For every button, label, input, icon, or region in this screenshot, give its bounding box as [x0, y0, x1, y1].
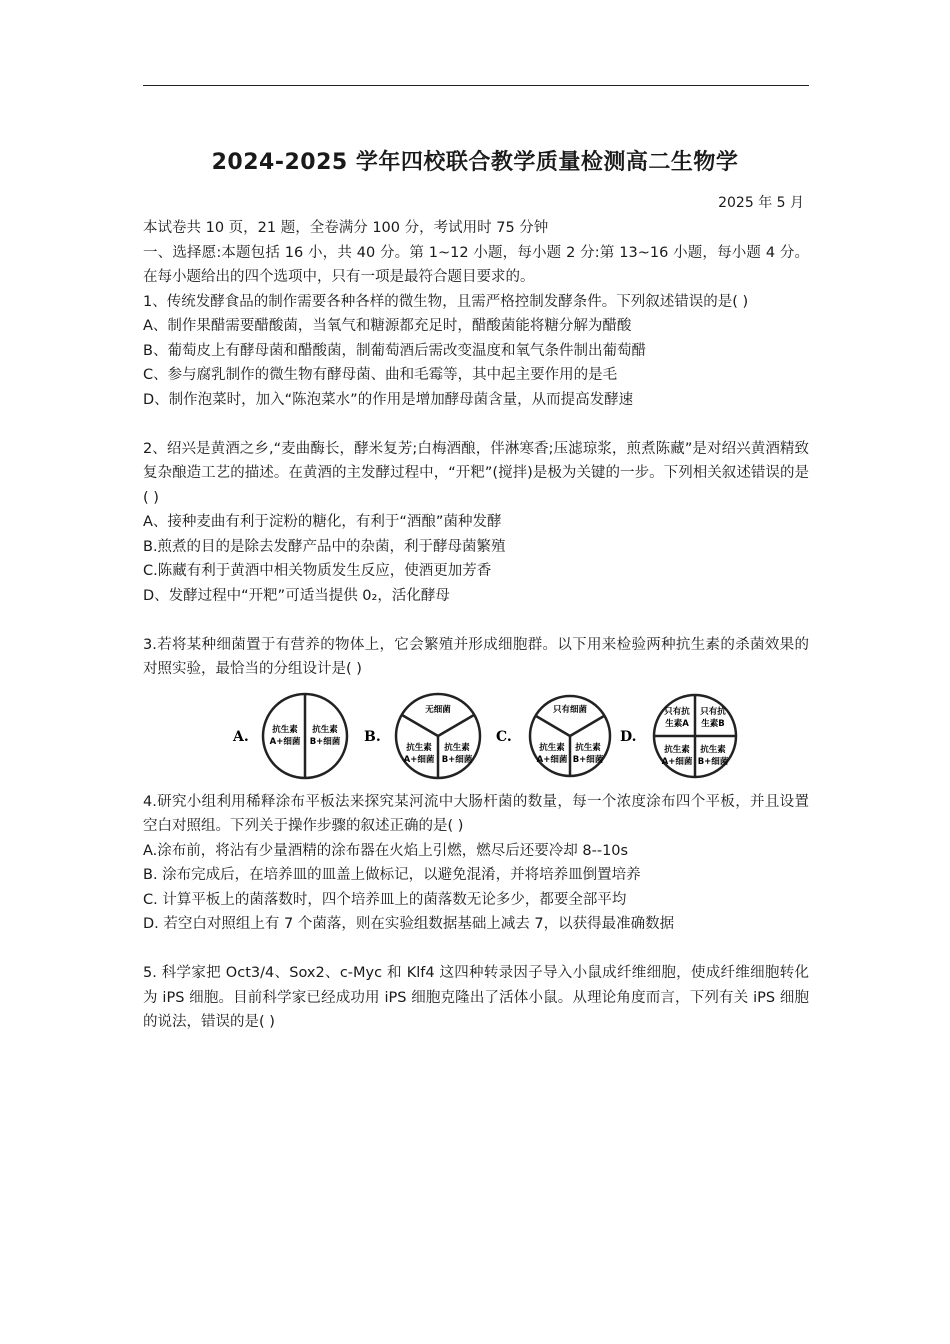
question-2-option-c: C.陈藏有利于黄酒中相关物质发生反应，使酒更加芳香: [143, 563, 492, 579]
dish-d-text: B+细菌: [697, 756, 729, 767]
dish-d-text: 生素A: [665, 718, 689, 729]
dish-a-text: 抗生素: [272, 724, 298, 735]
question-3-stem: 3.若将某种细菌置于有营养的物体上，它会繁殖并形成细胞群。以下用来检验两种抗生素的杀菌效果的对照实验，最恰当的分组设计是( ): [143, 636, 809, 677]
option-c-label: C.: [496, 728, 512, 745]
spacer: [143, 937, 809, 962]
exam-title: 2024-2025 学年四校联合教学质量检测高二生物学: [211, 150, 739, 175]
question-4-stem: 4.研究小组利用稀释涂布平板法来探究某河流中大肠杆菌的数量，每一个浓度涂布四个平板，并且设置空白对照组。下列关于操作步骤的叙述正确的是( ): [143, 793, 809, 834]
option-b-label: B.: [364, 728, 381, 745]
question-2-stem: 2、绍兴是黄酒之乡,“麦曲酶长，酵米复芳;白梅酒酿，伴淋寒香;压滤琼浆，煎煮陈藏”是对绍兴黄酒精致复杂酿造工艺的描述。在黄酒的主发酵过程中，“开粑”(搅拌)是极为关键的一步。下列相关叙述错误的是( ): [143, 440, 809, 506]
dish-b-text: A+细菌: [403, 754, 435, 765]
dish-c-text: 抗生素: [575, 742, 601, 753]
dish-d-text: 只有抗: [664, 706, 690, 717]
dish-b-text: 无细菌: [425, 704, 451, 715]
dish-b-text: B+细菌: [441, 754, 473, 765]
question-1-option-b: B、葡萄皮上有酵母菌和醋酸菌，制葡萄酒后需改变温度和氧气条件制出葡萄醋: [143, 342, 646, 359]
dish-d-text: 只有抗: [700, 706, 726, 717]
question-4-option-d: D. 若空白对照组上有 7 个菌落，则在实验组数据基础上减去 7，以获得最准确数据: [143, 916, 675, 932]
dish-b-divider: [438, 715, 474, 736]
petri-dish-figure: [143, 690, 809, 782]
question-2-option-a: A、接种麦曲有利于淀粉的糖化，有利于“酒酿”菌种发酵: [143, 514, 502, 530]
dish-a-text: A+细菌: [269, 736, 301, 747]
dish-b-text: 抗生素: [406, 742, 432, 753]
option-a-label: A.: [233, 728, 249, 745]
dish-d-text: A+细菌: [661, 756, 693, 767]
exam-info: 本试卷共 10 页，21 题，全卷满分 100 分，考试用时 75 分钟: [143, 220, 549, 236]
question-2-option-b: B.煎煮的目的是除去发酵产品中的杂菌，利于酵母菌繁殖: [143, 538, 506, 555]
dish-c-text: 抗生素: [539, 742, 565, 753]
exam-content: [143, 216, 809, 1035]
question-4-option-a: A.涂布前，将沾有少量酒精的涂布器在火焰上引燃，燃尽后还要冷却 8--10s: [143, 842, 629, 859]
question-2-option-d: D、发酵过程中“开粑”可适当提供 0₂，活化酵母: [143, 587, 450, 604]
exam-date: 2025 年 5 月: [718, 195, 804, 211]
dish-c-divider: [570, 716, 604, 736]
question-1-option-d: D、制作泡菜时，加入“陈泡菜水”的作用是增加酵母菌含量，从而提高发酵速: [143, 391, 634, 408]
header-rule: [143, 85, 809, 86]
spacer: [143, 608, 809, 633]
dish-b-divider: [402, 715, 438, 736]
question-1-stem: 1、传统发酵食品的制作需要各种各样的微生物，且需严格控制发酵条件。下列叙述错误的是( ): [143, 293, 749, 310]
option-d-label: D.: [620, 728, 637, 745]
question-1-option-a: A、制作果醋需要醋酸菌，当氧气和糖源都充足时，醋酸菌能将糖分解为醋酸: [143, 318, 632, 334]
question-1-option-c: C、参与腐乳制作的微生物有酵母菌、曲和毛霉等，其中起主要作用的是毛: [143, 367, 618, 383]
dish-c-text: A+细菌: [536, 754, 568, 765]
section-instructions: 一、选择愿:本题包括 16 小，共 40 分。第 1~12 小题，每小题 2 分:第 13~16 小题，每小题 4 分。在每小题给出的四个选项中，只有一项是最符合题目要求的。: [143, 244, 809, 285]
spacer: [143, 412, 809, 437]
dish-d-text: 抗生素: [700, 744, 726, 755]
dish-c-text: 只有细菌: [552, 704, 588, 715]
dish-c-text: B+细菌: [572, 754, 604, 765]
dish-a-text: B+细菌: [309, 736, 341, 747]
dish-d-text: 抗生素: [664, 744, 690, 755]
petri-dish-diagram: [225, 690, 729, 782]
question-4-option-b: B. 涂布完成后，在培养皿的皿盖上做标记，以避免混淆，并将培养皿倒置培养: [143, 867, 641, 883]
dish-a-text: 抗生素: [312, 724, 338, 735]
question-5-stem: 5. 科学家把 Oct3/4、Sox2、c-Myc 和 Klf4 这四种转录因子导入小鼠成纤维细胞，使成纤维细胞转化为 iPS 细胞。目前科学家已经成功用 iPS 细胞克隆出了活体小鼠。从理论角度而言，下列有关 iPS 细胞的说法，错误的是( ): [143, 965, 809, 1030]
question-4-option-c: C. 计算平板上的菌落数时，四个培养皿上的菌落数无论多少，都要全部平均: [143, 891, 627, 908]
dish-b-text: 抗生素: [444, 742, 470, 753]
dish-c-divider: [536, 716, 570, 736]
dish-d-text: 生素B: [701, 718, 725, 729]
